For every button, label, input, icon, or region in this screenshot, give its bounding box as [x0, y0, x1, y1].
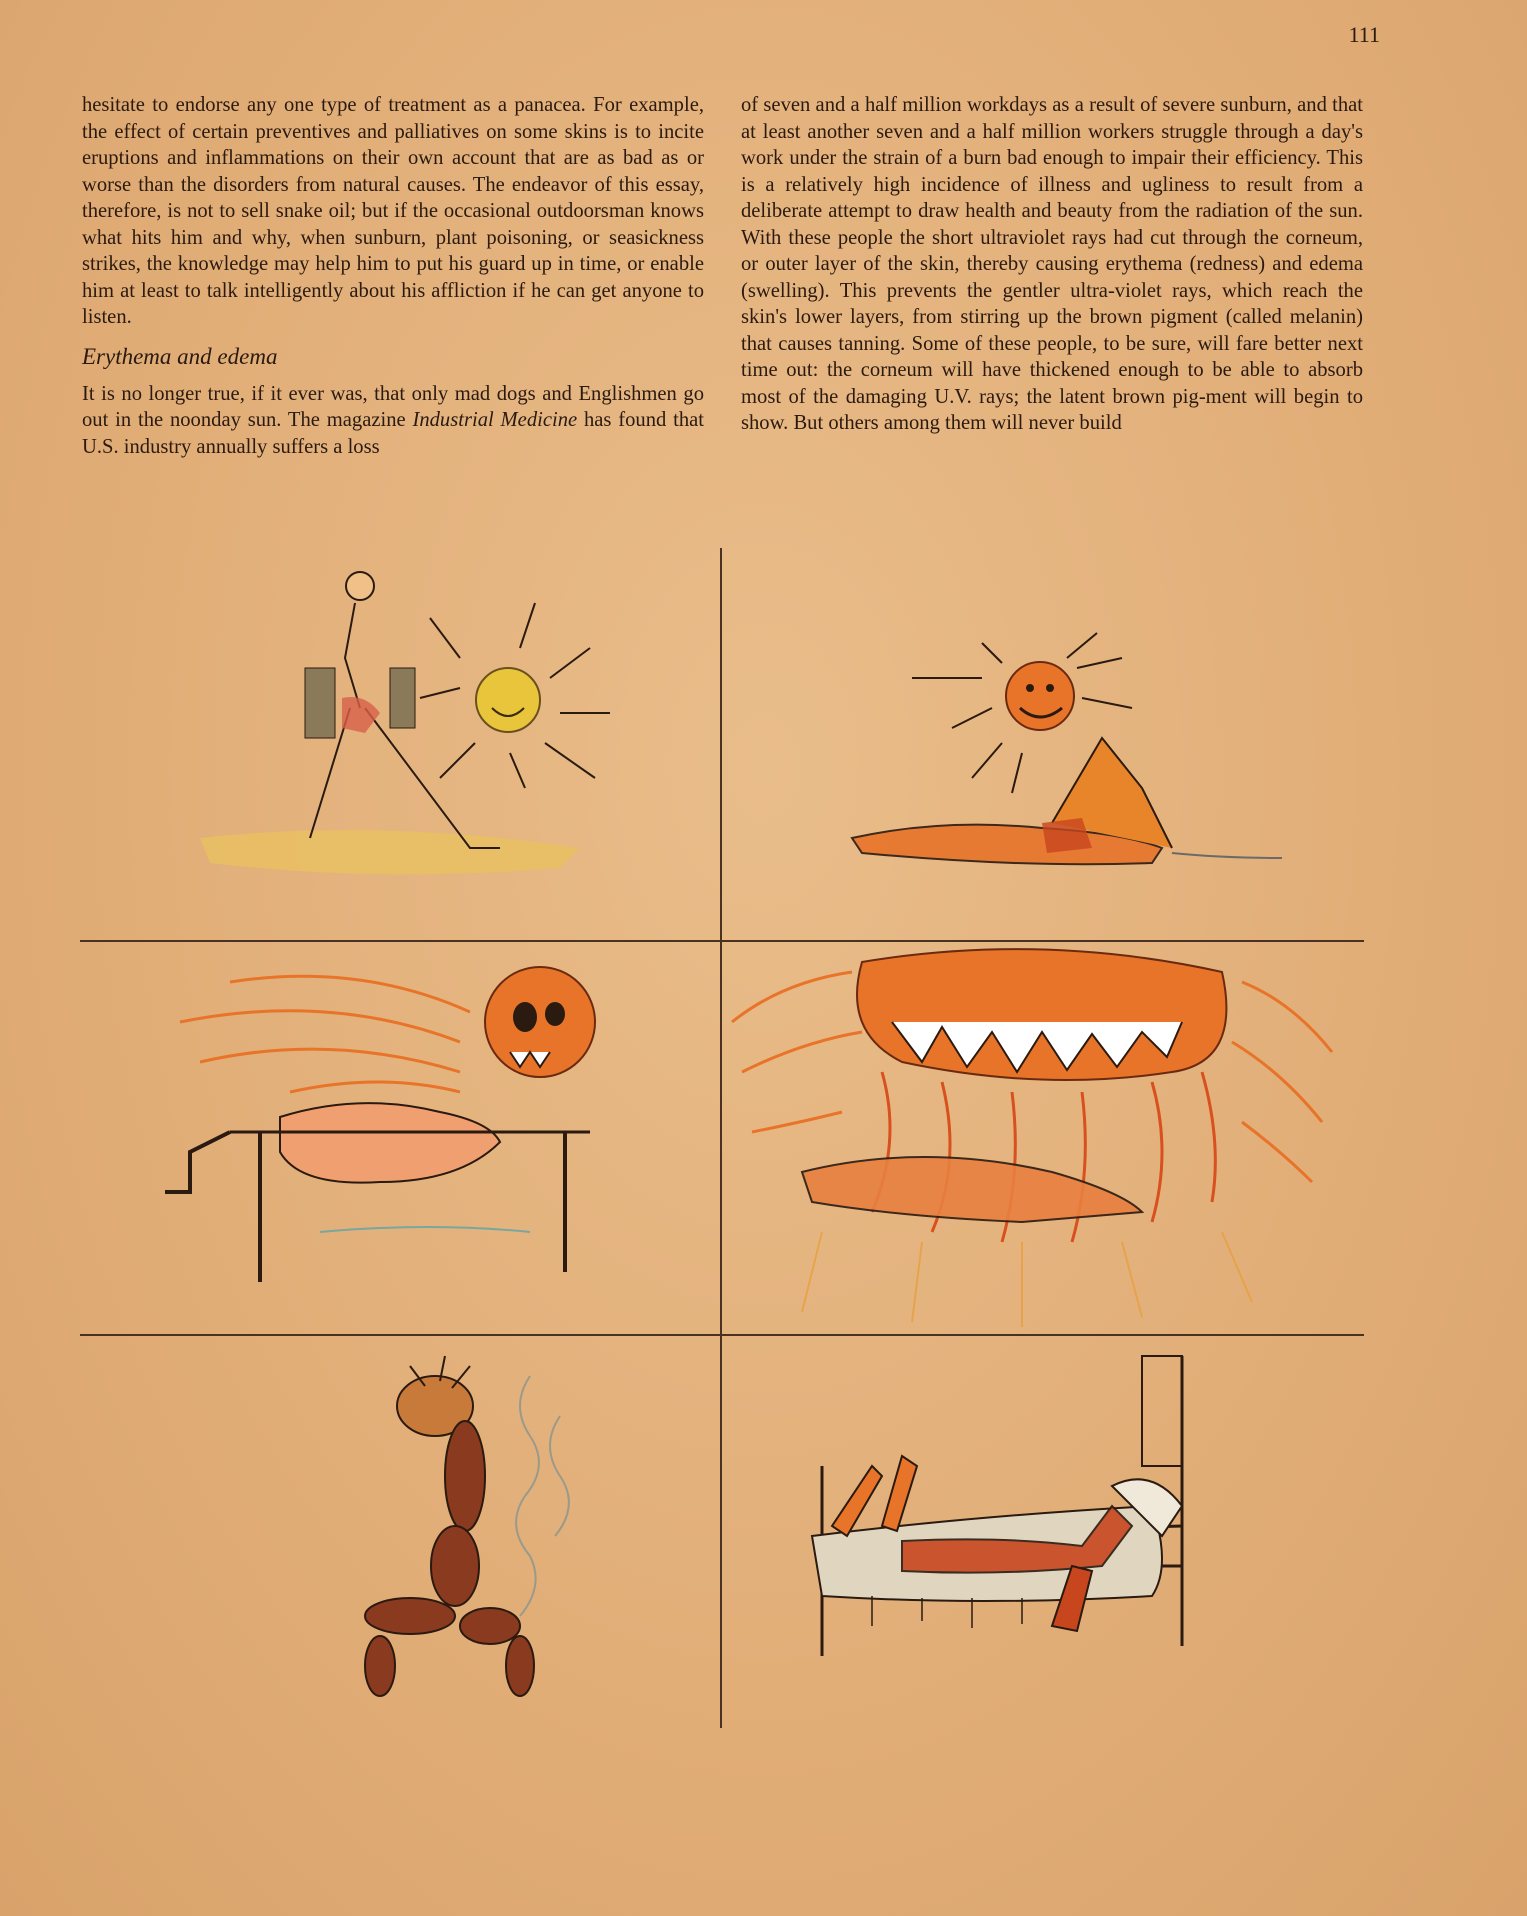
illustration-man-walking	[80, 548, 720, 938]
body-paragraph: hesitate to endorse any one type of treatment as a panacea. For example, the effect of certain preventives and palliatives on some skins is to incite eruptions and inflammations on their own account that are as bad as or worse than the disorders from natural causes. The endeavor of this essay, therefore, is not to sell snake oil; but if the occasional outdoorsman knows what hits him and why, when sunburn, plant poisoning, or seasickness strikes, the knowledge may help him to put his guard up in time, or enable him at least to talk intelligently about his affliction if he can get anyone to listen.	[82, 94, 704, 328]
illustration-sausage-man	[80, 1336, 720, 1726]
text-run: has found that U.S. industry annually suffers a loss	[82, 409, 704, 458]
panel-sausage-man	[80, 1336, 720, 1726]
panel-man-sunbathing	[722, 548, 1362, 938]
left-text-column	[82, 92, 704, 460]
panel-man-on-spit	[80, 942, 720, 1332]
text-run: It is no longer true, if it ever was, that only mad dogs and Englishmen go out in the noonday sun. The magazine	[82, 382, 704, 431]
illustration-man-sunbathing	[722, 548, 1362, 938]
magazine-title: Industrial Medicine	[412, 409, 578, 431]
body-paragraph	[82, 381, 704, 461]
page-number: 111	[1348, 22, 1380, 47]
panel-man-in-bed	[722, 1336, 1362, 1726]
illustration-grid	[80, 548, 1364, 1730]
body-paragraph: of seven and a half million workdays as a result of severe sunburn, and that at least another seven and a half million workers struggle through a day's work under the strain of a burn bad enough to impair their efficiency. This is a relatively high incidence of illness and ugliness to result from a deliberate attempt to draw health and beauty from the radiation of the sun. With these people the short ultraviolet rays had cut through the corneum, or outer layer of the skin, thereby causing erythema (redness) and edema (swelling). This prevents the gentler ultra-violet rays, which reach the skin's lower layers, from stirring up the brown pigment (called melanin) that causes tanning. Some of these people, to be sure, will fare better next time out: the corneum will have thickened enough to be able to absorb most of the damaging U.V. rays; the latent brown pig-ment will begin to show. But others among them will never build	[741, 94, 1363, 434]
panel-man-in-sun-jaws	[722, 942, 1362, 1332]
section-heading: Erythema and edema	[82, 343, 278, 369]
illustration-man-on-spit	[80, 942, 720, 1332]
panel-man-walking	[80, 548, 720, 938]
illustration-man-in-bed	[722, 1336, 1362, 1726]
illustration-man-in-sun-jaws	[722, 942, 1362, 1332]
right-text-column	[741, 92, 1363, 437]
